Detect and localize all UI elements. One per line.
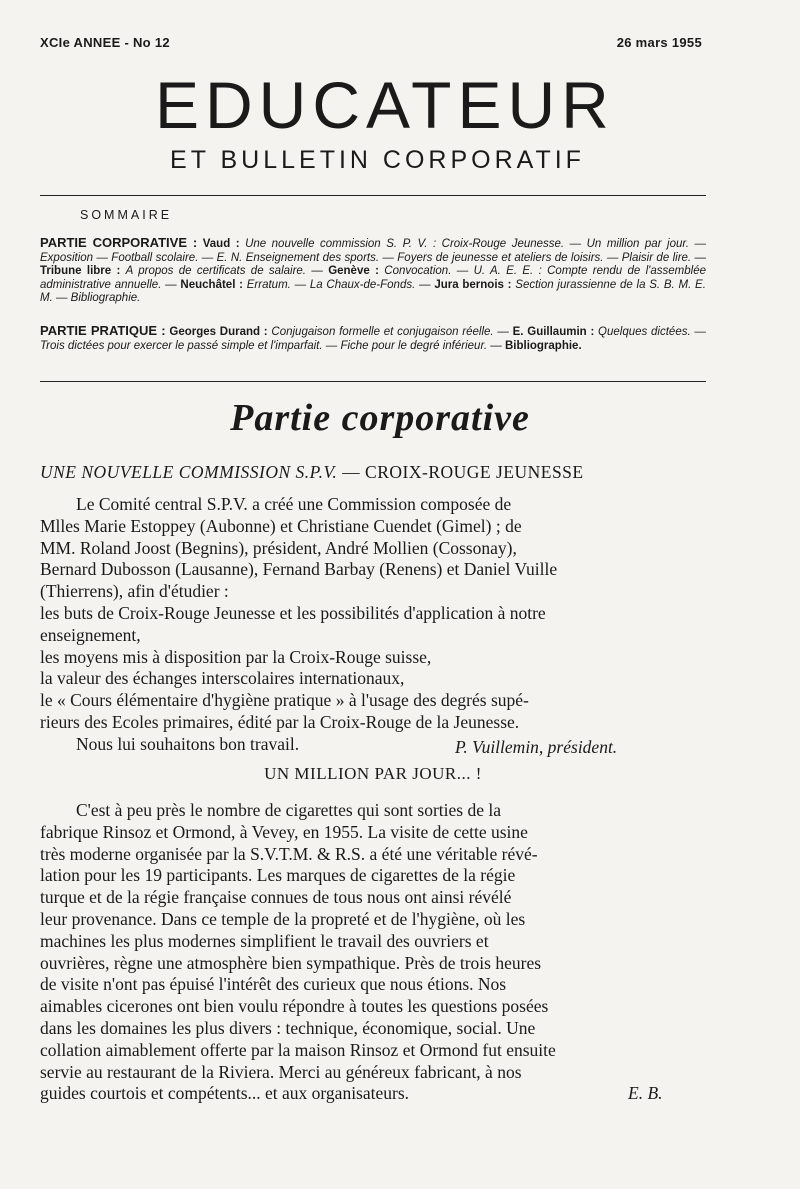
article1-list-item: les moyens mis à disposition par la Croix-Rouge suisse, xyxy=(40,646,432,667)
article1-line: Mlles Marie Estoppey (Aubonne) et Christiane Cuendet (Gimel) ; de xyxy=(40,515,522,536)
article2-line: fabrique Rinsoz et Ormond, à Vevey, en 1955. La visite de cette usine xyxy=(40,821,528,842)
article1-signature: P. Vuillemin, président. xyxy=(455,736,618,757)
article1-heading-italic: UNE NOUVELLE COMMISSION S.P.V. xyxy=(40,462,338,482)
toc-geneve-text: Convocation. — U. A. E. E. : Compte rendu de l'assemblée administrative annuelle. xyxy=(40,265,706,291)
toc-dash: — xyxy=(497,326,509,338)
article1-line: Le Comité central S.P.V. a créé une Commission composée de xyxy=(76,494,512,514)
toc-geneve-label: Genève : xyxy=(328,265,379,278)
toc-corporative xyxy=(40,236,706,306)
toc-author-durand: Georges Durand : xyxy=(169,326,268,338)
divider-bottom xyxy=(40,381,706,382)
toc-neuchatel-text: Erratum. — La Chaux-de-Fonds. xyxy=(246,278,416,291)
article1-line: MM. Roland Joost (Begnins), président, André Mollien (Cossonay), xyxy=(40,537,517,558)
article1-list-item: les buts de Croix-Rouge Jeunesse et les possibilités d'application à notre xyxy=(40,602,546,623)
toc-dash: — xyxy=(165,278,177,291)
article2-signature: E. B. xyxy=(628,1083,663,1104)
toc-dash: — xyxy=(694,251,706,264)
article2-heading: UN MILLION PAR JOUR... ! xyxy=(264,764,482,783)
article2-line: leur provenance. Dans ce temple de la propreté et de l'hygiène, où les xyxy=(40,908,526,929)
article1-heading xyxy=(40,462,706,483)
issue-date: 26 mars 1955 xyxy=(616,35,702,50)
toc-durand-text: Conjugaison formelle et conjugaison réelle. xyxy=(271,326,494,338)
article2-line: ouvrières, règne une atmosphère bien sympathique. Près de trois heures xyxy=(40,952,542,973)
article2-last-line-text: guides courtois et compétents... et aux organisateurs. xyxy=(40,1083,410,1104)
article2-line: collation aimablement offerte par la maison Rinsoz et Ormond fut ensuite xyxy=(40,1039,556,1060)
toc-dash: — xyxy=(419,278,431,291)
article2-line: turque et de la régie française connues de tous nous ont ainsi révélé xyxy=(40,887,512,908)
toc-author-guillaumin: E. Guillaumin : xyxy=(512,326,595,338)
article1-list-item: la valeur des échanges interscolaires internationaux, xyxy=(40,668,405,689)
article1-closing-row xyxy=(40,734,706,756)
section-title: Partie corporative xyxy=(230,397,530,439)
article1-closing: Nous lui souhaitons bon travail. xyxy=(76,733,300,754)
toc-pratique xyxy=(40,324,706,353)
toc-tribune-text: A propos de certificats de salaire. xyxy=(125,265,306,278)
toc-vaud-text: Une nouvelle commission S. P. V. : Croix-Rouge Jeunesse. — Un million par jour. — Exposition — Football scolaire. — E. N. Enseignement des sports. — Foyers de jeunesse et ateliers de loisirs. — Plaisir de lire. xyxy=(40,238,706,264)
masthead-title: EDUCATEUR xyxy=(155,68,615,142)
article1-line: Bernard Dubosson (Lausanne), Fernand Barbay (Renens) et Daniel Vuille xyxy=(40,559,558,580)
toc-dash: — xyxy=(311,265,323,278)
toc-pratique-label: PARTIE PRATIQUE : xyxy=(40,323,166,338)
article1-body xyxy=(40,494,706,756)
toc-corporative-label: PARTIE CORPORATIVE : xyxy=(40,235,198,250)
article2-line: machines les plus modernes simplifient le travail des ouvriers et xyxy=(40,930,489,951)
article2-body xyxy=(40,800,706,1105)
article1-list-item: le « Cours élémentaire d'hygiène pratique » à l'usage des degrés supé- xyxy=(40,690,529,711)
toc-dash: — xyxy=(490,339,502,352)
article1-heading-rest: — CROIX-ROUGE JEUNESSE xyxy=(337,462,584,482)
toc-tribune-label: Tribune libre : xyxy=(40,265,121,278)
divider-top xyxy=(40,195,706,196)
toc-bibliographie: Bibliographie. xyxy=(504,339,582,352)
masthead-subtitle: ET BULLETIN CORPORATIF xyxy=(170,146,585,174)
article2-line: très moderne organisée par la S.V.T.M. & R.S. a été une véritable révé- xyxy=(40,843,538,864)
article2-line: lation pour les 19 participants. Les marques de cigarettes de la régie xyxy=(40,865,516,886)
article2-line: servie au restaurant de la Riviera. Merci au généreux fabricant, à nos xyxy=(40,1061,522,1082)
toc-jura-label: Jura bernois : xyxy=(434,278,512,291)
sommaire-heading: SOMMAIRE xyxy=(80,208,173,222)
toc-vaud-label: Vaud : xyxy=(202,238,240,250)
article2-line: dans les domaines les plus divers : technique, économique, social. Une xyxy=(40,1017,536,1038)
toc-jura-text: Section jurassienne de la S. B. M. E. M. — Bibliographie. xyxy=(40,278,706,305)
article2-line xyxy=(40,1083,706,1105)
article1-line: (Thierrens), afin d'étudier : xyxy=(40,581,229,602)
issue-number: XCIe ANNEE - No 12 xyxy=(40,35,170,50)
article1-list-item: enseignement, xyxy=(40,624,141,645)
toc-neuchatel-label: Neuchâtel : xyxy=(180,278,243,291)
toc-guillaumin-text: Quelques dictées. — Trois dictées pour exercer le passé simple et l'imparfait. — Fiche pour le degré inférieur. xyxy=(40,326,706,352)
article2-line: de visite n'ont pas épuisé l'intérêt des curieux que nous étions. Nos xyxy=(40,974,507,995)
article2-line: C'est à peu près le nombre de cigarettes qui sont sorties de la xyxy=(76,800,501,820)
article1-list-item: rieurs des Ecoles primaires, édité par la Croix-Rouge de la Jeunesse. xyxy=(40,711,520,732)
article2-line: aimables cicerones ont bien voulu répondre à toutes les questions posées xyxy=(40,996,549,1017)
